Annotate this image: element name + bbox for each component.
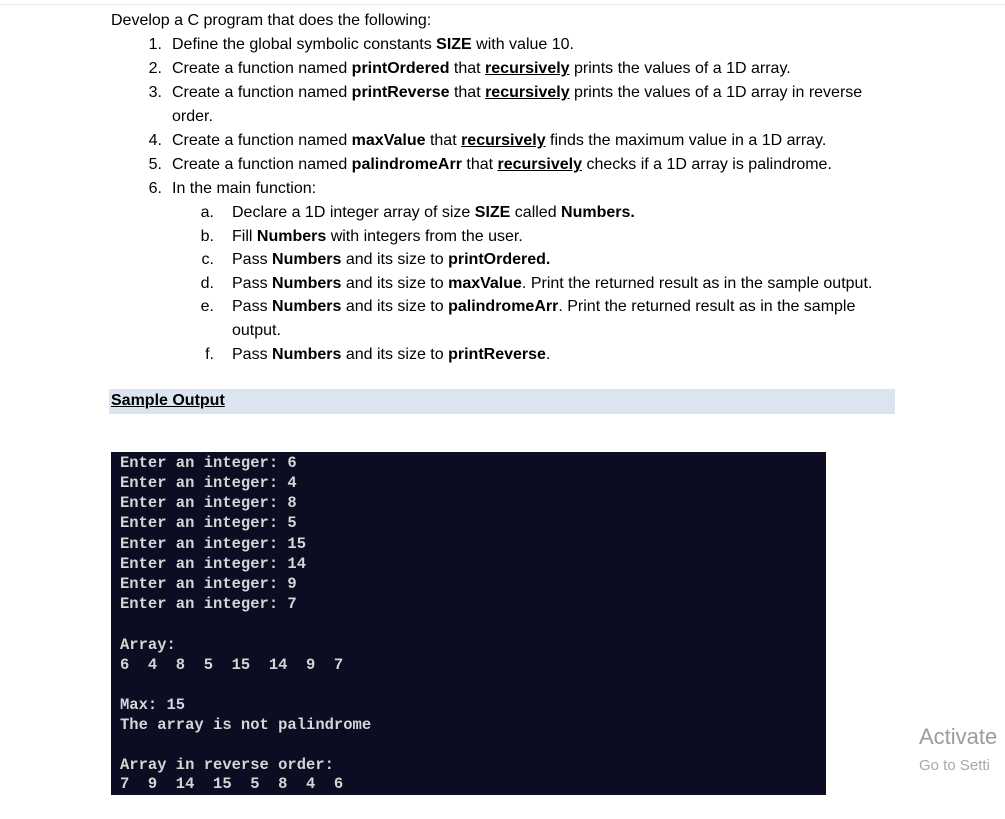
item-emphasis: recursively (485, 60, 570, 77)
sub-item-text: . (630, 204, 635, 221)
item-number: 4. (148, 132, 162, 149)
item-number: 2. (148, 60, 162, 77)
sub-item-keyword: Numbers (272, 298, 342, 315)
console-line: Enter an integer: 4 (120, 474, 297, 492)
item-keyword: palindromeArr (351, 156, 462, 173)
item-keyword: maxValue (351, 132, 426, 149)
sub-item-letter: d. (200, 275, 214, 292)
sub-item-text: with integers from the user. (326, 228, 523, 245)
console-line: Enter an integer: 8 (120, 494, 297, 512)
item-text: that (425, 132, 462, 149)
item-number: 6. (148, 180, 162, 197)
item-emphasis: recursively (497, 156, 583, 173)
console-line: Enter an integer: 5 (120, 514, 297, 532)
item-keyword: printReverse (351, 84, 450, 101)
item-emphasis: recursively (461, 132, 546, 149)
sub-item-keyword: printReverse (448, 346, 546, 363)
item-text: checks if a 1D array is palindrome. (582, 156, 832, 173)
sub-item-text: and its size to (341, 346, 449, 363)
sub-item-text: Pass (232, 346, 273, 363)
item-text: that (461, 156, 498, 173)
console-line: Max: 15 (120, 696, 186, 714)
sample-output-heading-band (109, 389, 895, 414)
sub-item-text: . (545, 346, 551, 363)
sub-item-text: and its size to (341, 275, 449, 292)
sub-item-keyword: palindromeArr (448, 298, 559, 315)
sub-item-text: Fill (232, 228, 257, 245)
sub-item-letter: c. (201, 251, 214, 268)
console-line: Array in reverse order: (120, 756, 334, 774)
console-line: Enter an integer: 9 (120, 575, 297, 593)
console-line: Enter an integer: 7 (120, 595, 297, 613)
list-item-3-continuation: order. (172, 108, 213, 125)
sub-item-text: Pass (232, 275, 273, 292)
console-line: Array: (120, 636, 176, 654)
item-text: finds the maximum value in a 1D array. (545, 132, 827, 149)
item-text: Create a function named (172, 132, 352, 149)
item-text: that (449, 60, 486, 77)
item-number: 5. (148, 156, 162, 173)
console-output (111, 452, 826, 795)
item-text: with value 10. (471, 36, 574, 53)
sample-output-heading: Sample Output (111, 392, 225, 409)
sub-item-text: Pass (232, 251, 273, 268)
intro-text: Develop a C program that does the following: (111, 12, 432, 29)
sub-item-e-continuation: output. (232, 322, 281, 339)
activation-watermark-title: Activate (919, 724, 998, 749)
sub-item-keyword: Numbers (272, 275, 342, 292)
sub-item-keyword: printOrdered (448, 251, 546, 268)
item-number: 1. (148, 36, 162, 53)
sub-item-letter: f. (205, 346, 214, 363)
sub-item-keyword: maxValue (448, 275, 522, 292)
sub-item-text: called (510, 204, 562, 221)
sub-item-text: and its size to (341, 298, 449, 315)
item-text: Create a function named (172, 84, 352, 101)
sub-item-keyword: SIZE (474, 204, 511, 221)
item-text: prints the values of a 1D array. (569, 60, 791, 77)
sub-item-text: . Print the returned result as in the sample output. (521, 275, 873, 292)
console-line: Enter an integer: 15 (120, 535, 307, 553)
sub-item-keyword: Numbers (561, 204, 631, 221)
top-divider (0, 0, 1005, 5)
sub-item-text: . Print the returned result as in the sample (558, 298, 856, 315)
sub-item-keyword: Numbers (272, 251, 342, 268)
console-line: 6 4 8 5 15 14 9 7 (120, 656, 344, 674)
sub-item-letter: e. (200, 298, 214, 315)
item-keyword: SIZE (436, 36, 472, 53)
item-text: Define the global symbolic constants (172, 36, 437, 53)
sub-item-keyword: Numbers (256, 228, 327, 245)
item-text: Create a function named (172, 156, 352, 173)
console-line: The array is not palindrome (120, 716, 372, 734)
sub-item-text: Pass (232, 298, 273, 315)
item-text: In the main function: (172, 180, 317, 197)
console-line: Enter an integer: 14 (120, 555, 307, 573)
console-line: 7 9 14 15 5 8 4 6 (120, 775, 344, 793)
item-number: 3. (148, 84, 162, 101)
sub-item-text: . (545, 251, 551, 268)
sub-item-keyword: Numbers (272, 346, 342, 363)
item-text: prints the values of a 1D array in reverse (569, 84, 863, 101)
item-emphasis: recursively (485, 84, 570, 101)
item-keyword: printOrdered (351, 60, 450, 77)
item-text: that (449, 84, 486, 101)
activation-watermark-link[interactable]: Go to Setti (919, 757, 990, 774)
item-text: Create a function named (172, 60, 352, 77)
sub-item-text: and its size to (341, 251, 449, 268)
sub-item-text: Declare a 1D integer array of size (232, 204, 475, 221)
console-line: Enter an integer: 6 (120, 454, 297, 472)
sub-item-letter: b. (200, 228, 214, 245)
sub-item-letter: a. (200, 204, 214, 221)
